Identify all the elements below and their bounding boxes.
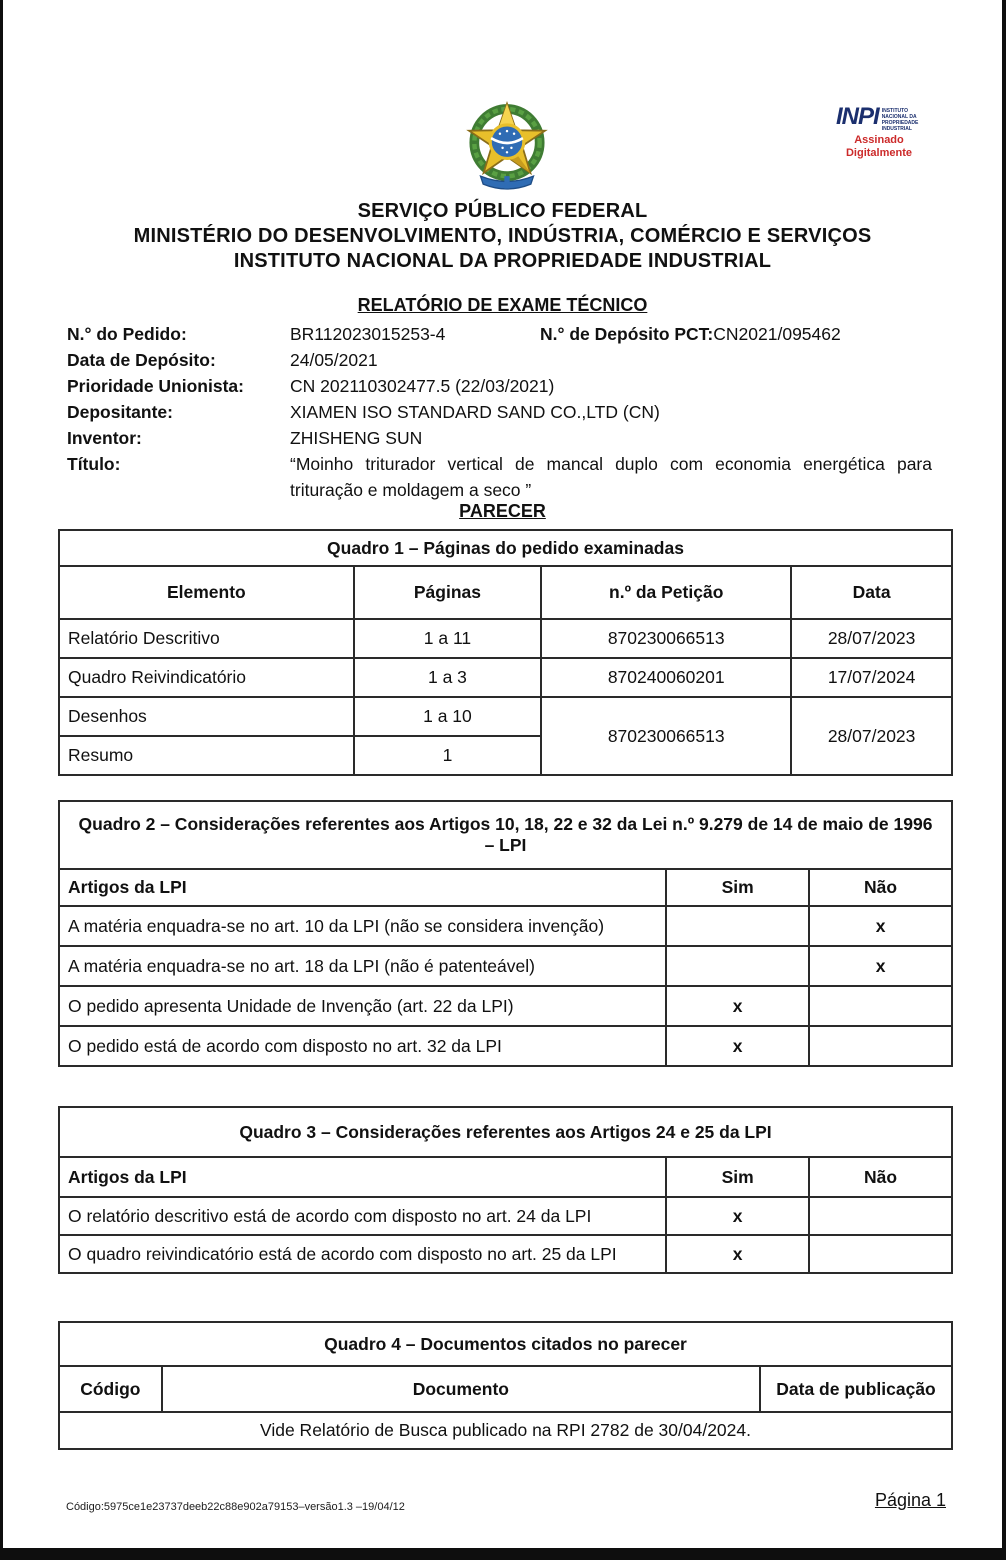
q1-elemento: Desenhos [59, 697, 354, 736]
quadro3-table [58, 1106, 953, 1274]
q1-elemento: Resumo [59, 736, 354, 775]
q2-nao-mark: x [809, 946, 952, 986]
q1-col-paginas: Páginas [354, 566, 542, 619]
table-row [59, 697, 952, 736]
q1-paginas: 1 [354, 736, 542, 775]
prioridade-label: Prioridade Unionista: [67, 376, 244, 396]
q3-sim-mark: x [666, 1235, 809, 1273]
table-row [59, 906, 952, 946]
signed-digitally-stamp [836, 134, 922, 160]
inpi-wordmark: INPI [836, 103, 879, 130]
q2-sim-mark: x [666, 986, 809, 1026]
table-row [59, 986, 952, 1026]
depositante-label: Depositante: [67, 402, 173, 422]
q1-elemento: Quadro Reivindicatório [59, 658, 354, 697]
footer-document-code: Código:5975ce1e23737deeb22c88e902a79153–versão1.3 –19/04/12 [66, 1501, 405, 1513]
deposito-value: 24/05/2021 [290, 350, 378, 370]
q3-nao-mark [809, 1197, 952, 1235]
q1-peticao-merged: 870230066513 [541, 697, 791, 775]
q4-col-data: Data de publicação [760, 1366, 952, 1412]
inventor-value: ZHISHENG SUN [290, 428, 423, 448]
q1-peticao: 870230066513 [541, 619, 791, 658]
q1-peticao: 870240060201 [541, 658, 791, 697]
q3-col-nao: Não [809, 1157, 952, 1197]
q1-paginas: 1 a 11 [354, 619, 542, 658]
q2-nao-mark [809, 1026, 952, 1066]
q2-artigo: A matéria enquadra-se no art. 18 da LPI (não é patenteável) [59, 946, 666, 986]
q4-row-text: Vide Relatório de Busca publicado na RPI 2782 de 30/04/2024. [59, 1412, 952, 1449]
q2-nao-mark: x [809, 906, 952, 946]
letterhead-line3: INSTITUTO NACIONAL DA PROPRIEDADE INDUSTRIAL [233, 250, 772, 272]
q1-col-peticao: n.º da Petição [541, 566, 791, 619]
q1-elemento: Relatório Descritivo [59, 619, 354, 658]
table-row [59, 1235, 952, 1273]
q2-sim-mark [666, 946, 809, 986]
brazil-coat-of-arms-icon [454, 97, 560, 197]
q1-col-elemento: Elemento [59, 566, 354, 619]
q2-col-nao: Não [809, 869, 952, 906]
report-title: RELATÓRIO DE EXAME TÉCNICO [357, 295, 648, 315]
q1-data-merged: 28/07/2023 [791, 697, 952, 775]
field-deposito [67, 347, 945, 373]
quadro3-title: Quadro 3 – Considerações referentes aos Artigos 24 e 25 da LPI [59, 1107, 952, 1157]
parecer-heading: PARECER [459, 501, 546, 521]
q2-col-artigos: Artigos da LPI [59, 869, 666, 906]
pct-value: CN2021/095462 [713, 324, 841, 344]
q1-data: 17/07/2024 [791, 658, 952, 697]
q4-col-documento: Documento [162, 1366, 760, 1412]
prioridade-value: CN 202110302477.5 (22/03/2021) [290, 376, 555, 396]
signed-line2: Digitalmente [845, 147, 912, 159]
table-row [59, 658, 952, 697]
field-inventor [67, 425, 945, 451]
letterhead-line2: MINISTÉRIO DO DESENVOLVIMENTO, INDÚSTRIA, COMÉRCIO E SERVIÇOS [133, 225, 872, 247]
q3-artigo: O relatório descritivo está de acordo com disposto no art. 24 da LPI [59, 1197, 666, 1235]
titulo-value: “Moinho triturador vertical de mancal duplo com economia energética para trituração e moldagem a seco ” [290, 454, 932, 500]
table-row [59, 946, 952, 986]
q4-col-codigo: Código [59, 1366, 162, 1412]
q1-paginas: 1 a 10 [354, 697, 542, 736]
signed-line1: Assinado [854, 134, 904, 146]
q2-artigo: O pedido está de acordo com disposto no art. 32 da LPI [59, 1026, 666, 1066]
quadro1-table [58, 529, 953, 776]
field-titulo [67, 451, 945, 503]
quadro4-table [58, 1321, 953, 1450]
q3-nao-mark [809, 1235, 952, 1273]
q2-nao-mark [809, 986, 952, 1026]
quadro4-title: Quadro 4 – Documentos citados no parecer [59, 1322, 952, 1366]
table-row [59, 1412, 952, 1449]
table-row [59, 619, 952, 658]
quadro2-title: Quadro 2 – Considerações referentes aos Artigos 10, 18, 22 e 32 da Lei n.º 9.279 de 14 de maio de 1996 – LPI [59, 801, 952, 869]
letterhead-line1: SERVIÇO PÚBLICO FEDERAL [357, 200, 648, 222]
table-row [59, 1026, 952, 1066]
q3-col-sim: Sim [666, 1157, 809, 1197]
q2-artigo: A matéria enquadra-se no art. 10 da LPI (não se considera invenção) [59, 906, 666, 946]
depositante-value: XIAMEN ISO STANDARD SAND CO.,LTD (CN) [290, 402, 660, 422]
field-prioridade [67, 373, 945, 399]
q3-col-artigos: Artigos da LPI [59, 1157, 666, 1197]
q1-col-data: Data [791, 566, 952, 619]
footer-page-number: Página 1 [874, 1490, 946, 1510]
q2-sim-mark [666, 906, 809, 946]
table-row [59, 1197, 952, 1235]
q2-col-sim: Sim [666, 869, 809, 906]
pct-label: N.° de Depósito PCT: [540, 324, 714, 344]
field-depositante [67, 399, 945, 425]
quadro2-table [58, 800, 953, 1067]
q3-artigo: O quadro reivindicatório está de acordo com disposto no art. 25 da LPI [59, 1235, 666, 1273]
field-pedido [67, 321, 945, 347]
deposito-label: Data de Depósito: [67, 350, 216, 370]
bibliographic-fields [67, 321, 945, 503]
pedido-label: N.° do Pedido: [67, 324, 187, 344]
q2-artigo: O pedido apresenta Unidade de Invenção (art. 22 da LPI) [59, 986, 666, 1026]
inpi-logo [836, 103, 956, 160]
quadro1-title: Quadro 1 – Páginas do pedido examinadas [59, 530, 952, 566]
q3-sim-mark: x [666, 1197, 809, 1235]
q2-sim-mark: x [666, 1026, 809, 1066]
letterhead [3, 199, 1002, 274]
inventor-label: Inventor: [67, 428, 142, 448]
titulo-label: Título: [67, 454, 121, 474]
inpi-logo-subtext: INSTITUTO NACIONAL DA PROPRIEDADE INDUSTRIAL [881, 108, 919, 132]
q1-paginas: 1 a 3 [354, 658, 542, 697]
pedido-value: BR112023015253-4 [290, 324, 446, 344]
q1-data: 28/07/2023 [791, 619, 952, 658]
